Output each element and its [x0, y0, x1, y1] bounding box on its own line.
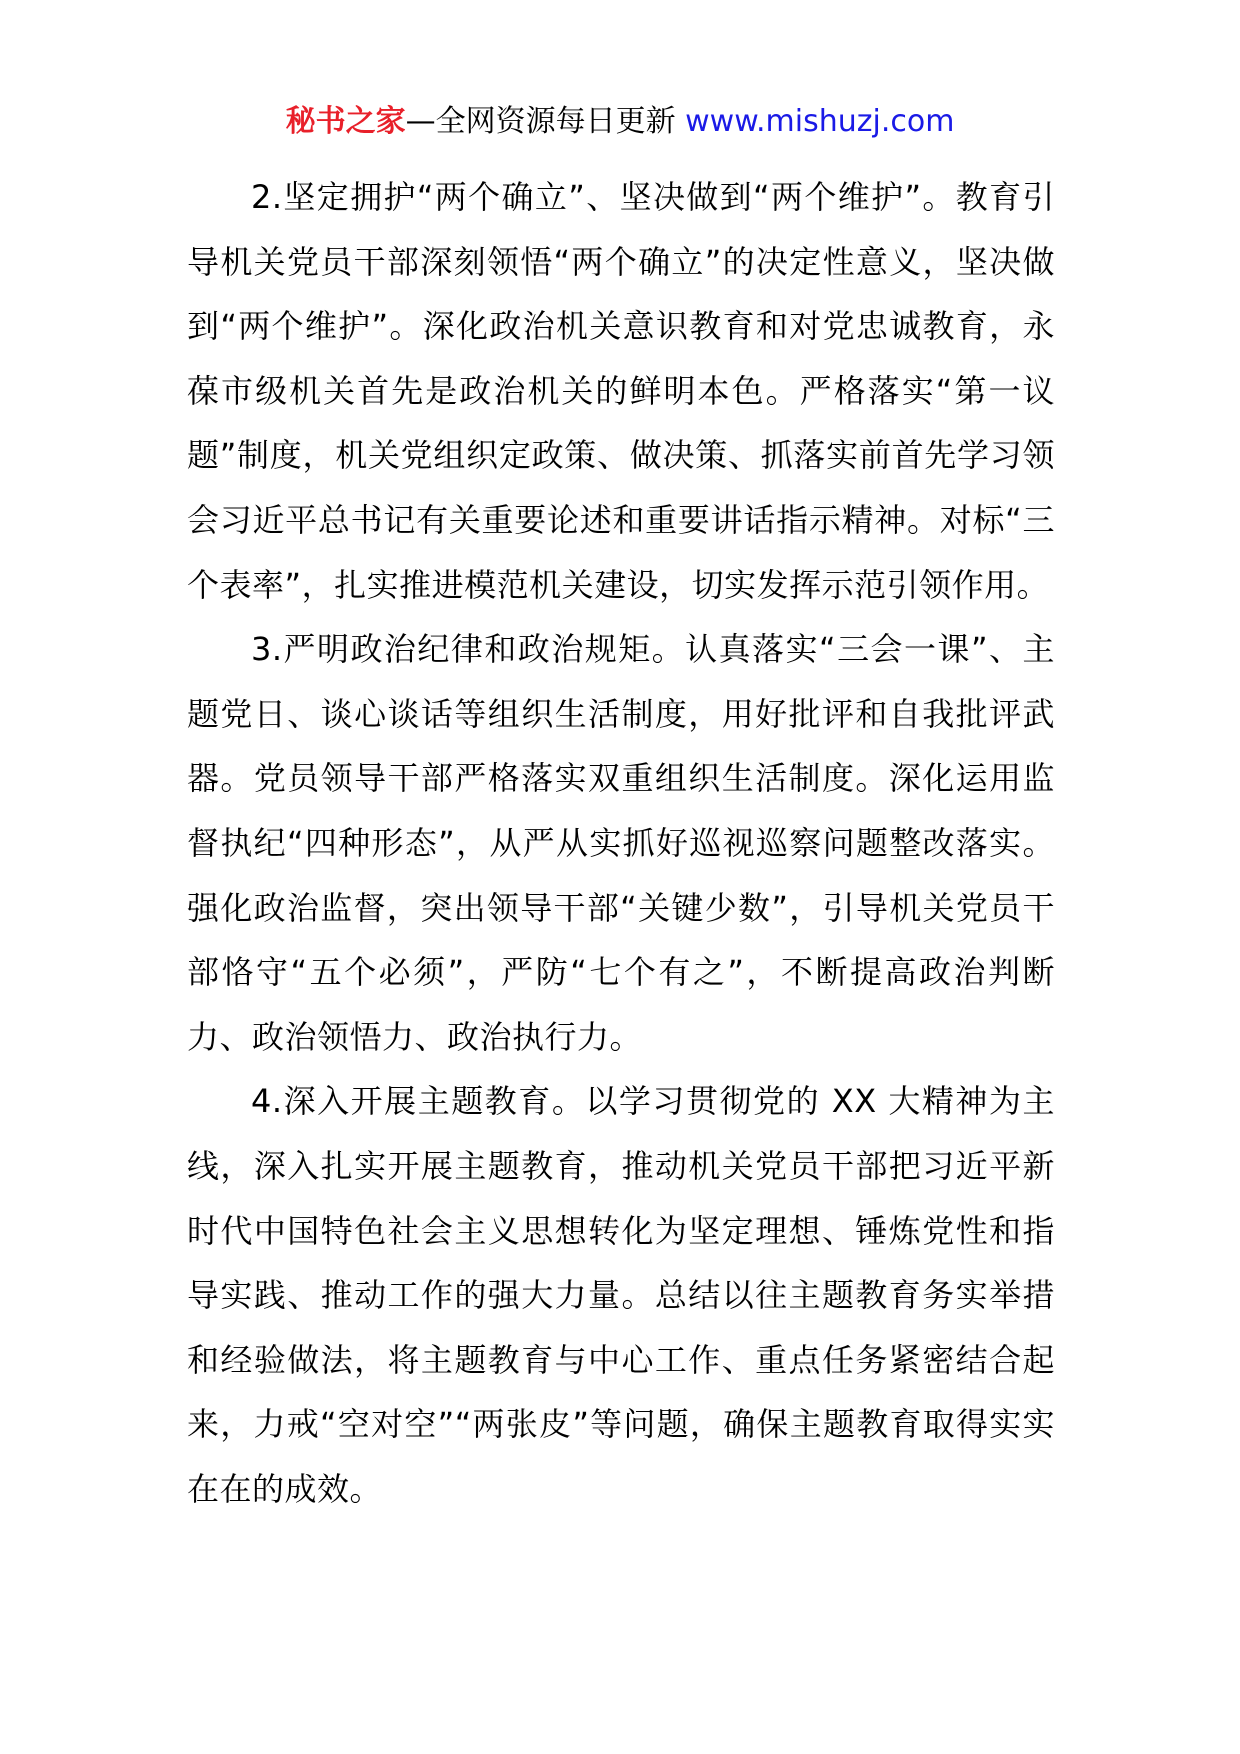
page-header — [0, 100, 1240, 144]
paragraph-4: 4.深入开展主题教育。以学习贯彻党的 XX 大精神为主线，深入扎实开展主题教育，推动机关党员干部把习近平新时代中国特色社会主义思想转化为坚定理想、锤炼党性和指导实践、推动工作的强大力量。总结以往主题教育务实举措和经验做法，将主题教育与中心工作、重点任务紧密结合起来，力戒“空对空”“两张皮”等问题，确保主题教育取得实实在在的成效。 — [187, 1082, 1055, 1508]
paragraph-2: 2.坚定拥护“两个确立”、坚决做到“两个维护”。教育引导机关党员干部深刻领悟“两个确立”的决定性意义，坚决做到“两个维护”。深化政治机关意识教育和对党忠诚教育，永葆市级机关首先是政治机关的鲜明本色。严格落实“第一议题”制度，机关党组织定政策、做决策、抓落实前首先学习领会习近平总书记有关重要论述和重要讲话指示精神。对标“三个表率”，扎实推进模范机关建设，切实发挥示范引领作用。 — [187, 178, 1055, 604]
header-tagline: —全网资源每日更新 — [405, 104, 686, 139]
header-url-link[interactable]: www.mishuzj.com — [685, 104, 955, 139]
paragraph-3: 3.严明政治纪律和政治规矩。认真落实“三会一课”、主题党日、谈心谈话等组织生活制度，用好批评和自我批评武器。党员领导干部严格落实双重组织生活制度。深化运用监督执纪“四种形态”，从严从实抓好巡视巡察问题整改落实。强化政治监督，突出领导干部“关键少数”，引导机关党员干部恪守“五个必须”，严防“七个有之”，不断提高政治判断力、政治领悟力、政治执行力。 — [187, 630, 1055, 1056]
brand-name: 秘书之家 — [285, 104, 406, 139]
document-body — [187, 165, 1055, 1521]
